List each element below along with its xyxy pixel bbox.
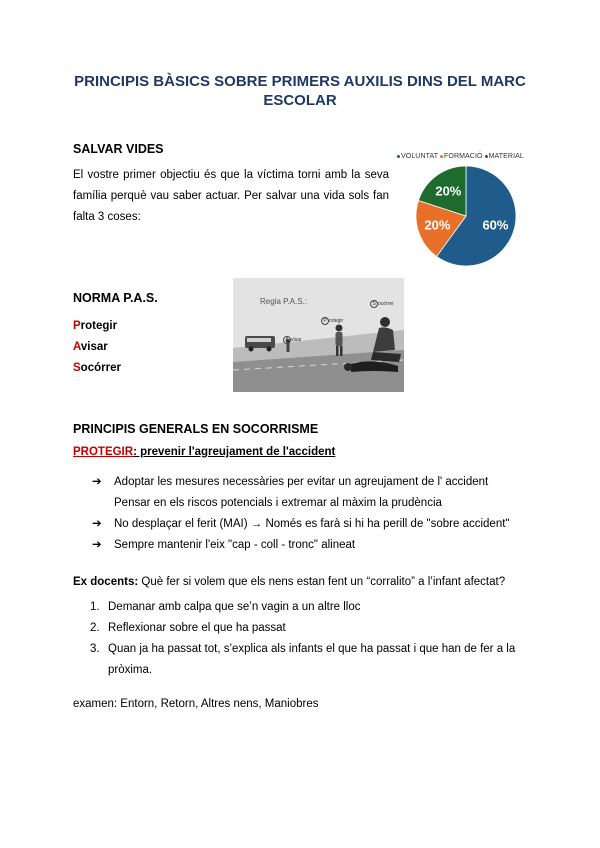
docents-question: Ex docents: Què fer si volem que els nens estan fent un “corralito” a l’infant afectat? <box>73 576 506 588</box>
illustration-label-avisar: A visar <box>283 336 302 344</box>
pas-list <box>73 316 121 379</box>
salvar-vides-heading: SALVAR VIDES <box>73 142 164 156</box>
pie-label-formacio: 20% <box>424 217 451 233</box>
pie-label-material: 20% <box>435 183 462 199</box>
legend-item-material: MATERIAL <box>485 153 524 160</box>
chart-legend <box>397 153 524 160</box>
pas-item-socorrer: Socórrer <box>73 362 121 374</box>
legend-item-voluntat: VOLUNTAT <box>397 153 438 160</box>
pas-item-protegir: Protegir <box>73 320 118 332</box>
salvar-vides-text: El vostre primer objectiu és que la víctima torni amb la seva família perquè vau saber actuar. Per salvar una vida sols fan falta 3 coses: <box>73 169 389 223</box>
pas-item-avisar: Avisar <box>73 341 108 353</box>
pas-illustration <box>233 278 404 392</box>
pie-chart <box>413 164 519 268</box>
examen-note: examen: Entorn, Retorn, Altres nens, Maniobres <box>73 698 319 710</box>
page-title: PRINCIPIS BÀSICS SOBRE PRIMERS AUXILIS DINS DEL MARC ESCOLAR <box>74 73 526 109</box>
legend-item-formacio: FORMACIÓ <box>440 153 483 160</box>
principis-heading: PRINCIPIS GENERALS EN SOCORRISME <box>73 422 319 436</box>
illustration-label-protegir: P rotegir <box>321 317 343 325</box>
norma-pas-heading: NORMA P.A.S. <box>73 291 158 305</box>
illustration-label-socorrer: S ocórrer <box>370 300 394 308</box>
illustration-title: Regla P.A.S.: <box>260 297 307 306</box>
pie-label-voluntat: 60% <box>482 217 509 233</box>
protegir-subheading: PROTEGIR: prevenir l'agreujament de l'accident <box>73 446 336 458</box>
